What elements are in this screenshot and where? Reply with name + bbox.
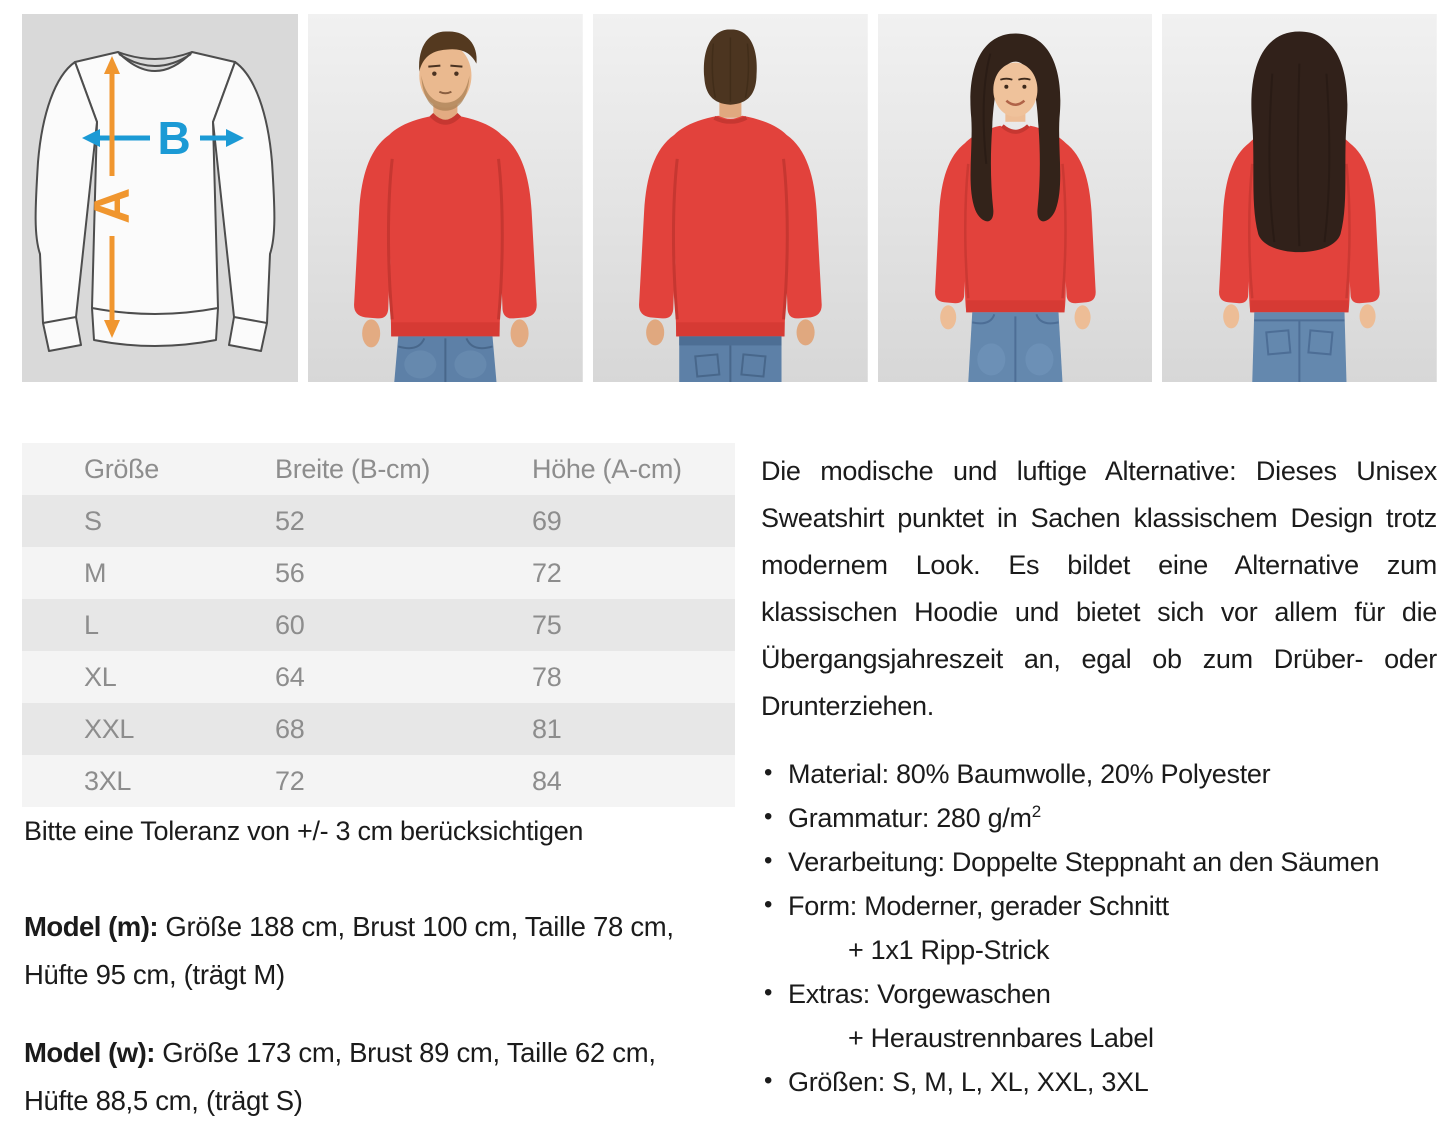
table-row (22, 599, 735, 651)
feature-sizes: • Größen: S, M, L, XL, XXL, 3XL (761, 1060, 1437, 1104)
red-sweatshirt-front (354, 116, 537, 337)
man-front-photo-graphic (308, 14, 583, 382)
model-m-info (24, 903, 724, 999)
left-hand (646, 319, 664, 345)
size-cell: XL (84, 661, 117, 692)
height-cell: 75 (532, 609, 562, 640)
right-hand (1074, 305, 1090, 329)
hem-band (1250, 300, 1348, 312)
product-media-row (22, 14, 1437, 382)
hem-band (391, 322, 499, 336)
size-info-column (22, 443, 735, 1125)
width-cell: 56 (275, 557, 305, 588)
hem-band (966, 300, 1064, 312)
jeans (394, 336, 496, 382)
man-back-photo-graphic (593, 14, 868, 382)
feature-workmanship: • Verarbeitung: Doppelte Steppnaht an den Säumen (761, 840, 1437, 884)
left-hand (1223, 304, 1239, 328)
photo-man-front (308, 14, 583, 382)
column-header-height: Höhe (A-cm) (532, 453, 682, 484)
size-table (22, 443, 735, 807)
table-row (22, 651, 735, 703)
photo-woman-front (878, 14, 1153, 382)
product-description: Die modische und luftige Alternative: Dieses Unisex Sweatshirt punktet in Sachen klassischem Design trotz modernem Look. Es bildet eine Alternative zum klassischen Hoodie und bietet sich vor allem für die Übergangsjahreszeit an, egal ob zum Drüber- oder Drunterziehen. (761, 456, 1437, 721)
jeans (968, 312, 1062, 382)
model-m-label: Model (m): (24, 911, 159, 942)
right-hand (796, 319, 814, 345)
superscript-unit: 2 (1031, 802, 1042, 821)
photo-woman-back (1162, 14, 1437, 382)
width-cell: 52 (275, 505, 305, 536)
left-hand (362, 319, 380, 347)
column-header-width: Breite (B-cm) (275, 453, 431, 484)
size-measurement-diagram (22, 14, 298, 382)
size-cell: 3XL (84, 765, 132, 796)
product-info-section (22, 443, 1437, 1125)
red-sweatshirt-front (935, 126, 1096, 313)
size-cell: M (84, 557, 107, 588)
woman-back-photo-graphic (1162, 14, 1437, 382)
model-w-info (24, 1029, 724, 1125)
height-cell: 81 (532, 713, 562, 744)
photo-man-back (593, 14, 868, 382)
size-table-header-row (22, 443, 735, 495)
size-cell: XXL (84, 713, 135, 744)
height-cell: 78 (532, 661, 562, 692)
height-cell: 84 (532, 765, 562, 796)
feature-form: • Form: Moderner, gerader Schnitt + 1x1 Ripp-Strick (761, 884, 1437, 972)
description-column (761, 443, 1437, 1125)
feature-extras-sub: + Heraustrennbares Label (848, 1023, 1154, 1053)
tolerance-note: Bitte eine Toleranz von +/- 3 cm berücksichtigen (24, 816, 584, 846)
height-label-a: A (84, 188, 140, 224)
face (993, 63, 1037, 117)
model-w-label: Model (w): (24, 1037, 155, 1068)
woman-front-photo-graphic (878, 14, 1153, 382)
jeans-back (679, 336, 781, 382)
sweatshirt-outline (36, 52, 275, 351)
feature-grammage: • Grammatur: 280 $g/m^2$ (761, 796, 1437, 840)
width-cell: 64 (275, 661, 305, 692)
feature-form-sub: + 1x1 Ripp-Strick (848, 935, 1050, 965)
right-hand (1360, 304, 1376, 328)
table-row (22, 755, 735, 807)
height-cell: 72 (532, 557, 562, 588)
column-header-size: Größe (84, 453, 160, 484)
sweatshirt-diagram-graphic (22, 14, 298, 382)
width-label-b: B (157, 112, 191, 164)
feature-extras: • Extras: Vorgewaschen + Heraustrennbares Label (761, 972, 1437, 1060)
red-sweatshirt-back (639, 116, 822, 337)
model-w-measurements: Größe 173 cm, Brust 89 cm, Taille 62 cm, Hüfte 88,5 cm, (trägt S) (24, 1037, 656, 1116)
height-cell: 69 (532, 505, 562, 536)
model-m-measurements: Größe 188 cm, Brust 100 cm, Taille 78 cm, Hüfte 95 cm, (trägt M) (24, 911, 674, 990)
width-cell: 68 (275, 713, 305, 744)
width-cell: 72 (275, 765, 305, 796)
table-row (22, 495, 735, 547)
right-hand (511, 319, 529, 347)
size-cell: S (84, 505, 102, 536)
hem-band (676, 322, 784, 336)
table-row (22, 547, 735, 599)
left-hand (940, 305, 956, 329)
feature-material: • Material: 80% Baumwolle, 20% Polyester (761, 752, 1437, 796)
feature-list (761, 752, 1437, 1104)
jeans-back (1252, 312, 1346, 382)
width-cell: 60 (275, 609, 305, 640)
size-cell: L (84, 609, 99, 640)
table-row (22, 703, 735, 755)
